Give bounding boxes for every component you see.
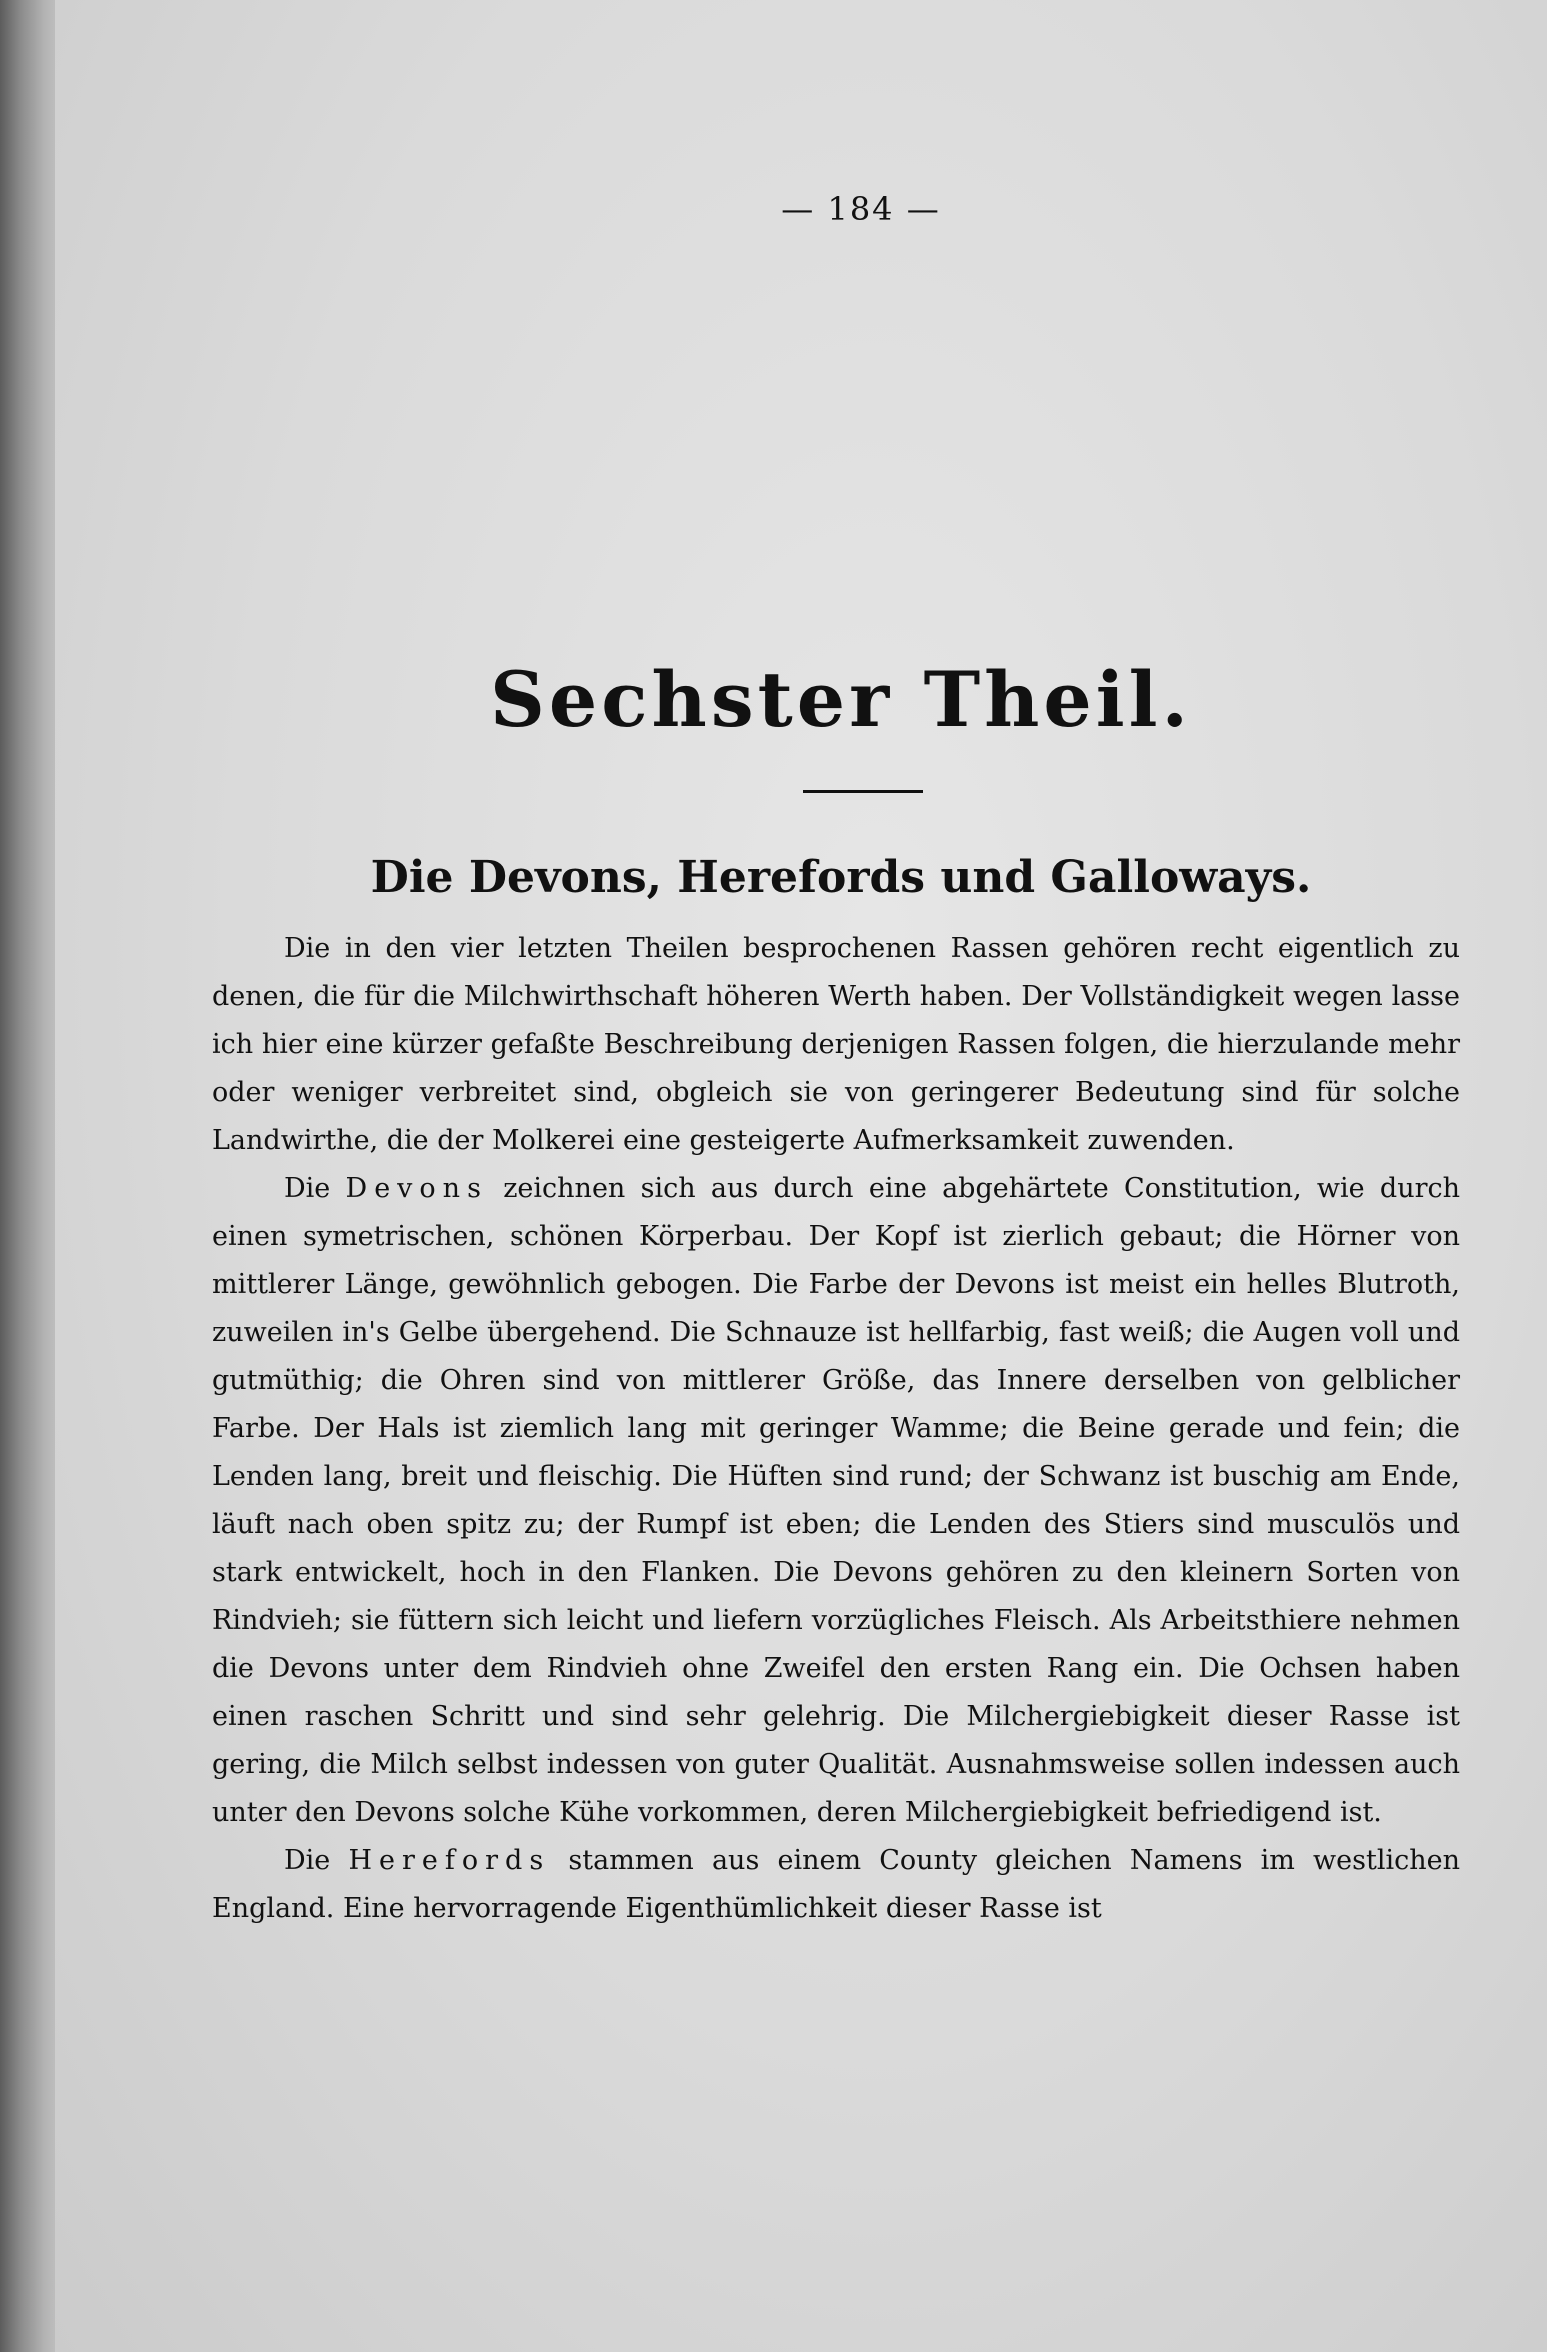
paragraph-herefords <box>212 1837 1460 1933</box>
paragraph-intro <box>212 925 1460 1165</box>
page-number: — 184 — <box>781 190 941 228</box>
body-text <box>212 925 1460 1933</box>
paragraph-text: zeichnen sich aus durch eine abgehärtete Constitution, wie durch einen symetrischen, schönen Körperbau. Der Kopf ist zierlich gebaut; die Hörner von mittlerer Länge, gewöhnlich gebogen. Die Farbe der Devons ist meist ein helles Blutroth, zuweilen in's Gelbe übergehend. Die Schnauze ist hellfarbig, fast weiß; die Augen voll und gutmüthig; die Ohren sind von mittlerer Größe, das Innere derselben von gelblicher Farbe. Der Hals ist ziemlich lang mit geringer Wamme; die Beine gerade und fein; die Lenden lang, breit und fleischig. Die Hüften sind rund; der Schwanz ist buschig am Ende, läuft nach oben spitz zu; der Rumpf ist eben; die Lenden des Stiers sind musculös und stark entwickelt, hoch in den Flanken. Die Devons gehören zu den kleinern Sorten von Rindvieh; sie füttern sich leicht und liefern vorzügliches Fleisch. Als Arbeitsthiere nehmen die Devons unter dem Rindvieh ohne Zweifel den ersten Rang ein. Die Ochsen haben einen raschen Schritt und sind sehr gelehrig. Die Milchergiebigkeit dieser Rasse ist gering, die Milch selbst indessen von guter Qualität. Ausnahmsweise sollen indessen auch unter den Devons solche Kühe vorkommen, deren Milchergiebigkeit befriedigend ist. <box>212 1173 1461 1828</box>
breed-name-devons: Devons <box>345 1173 488 1204</box>
paragraph-devons <box>212 1165 1460 1837</box>
paragraph-text: Die in den vier letzten Theilen besprochenen Rassen gehören recht eigentlich zu denen, die für die Milchwirthschaft höheren Werth haben. Der Vollständigkeit wegen lasse ich hier eine kürzer gefaßte Beschreibung derjenigen Rassen folgen, die hierzulande mehr oder weniger verbreitet sind, obgleich sie von geringerer Bedeutung sind für solche Landwirthe, die der Molkerei eine gesteigerte Aufmerksamkeit zuwenden. <box>212 933 1460 1156</box>
title-divider <box>803 790 923 793</box>
section-title: Die Devons, Herefords und Galloways. <box>370 852 1312 903</box>
paragraph-lead: Die <box>284 1845 349 1876</box>
paragraph-text: stammen aus einem County gleichen Namens im westlichen England. Eine hervorragende Eigenthümlichkeit dieser Rasse ist <box>212 1845 1461 1924</box>
paragraph-lead: Die <box>284 1173 346 1204</box>
part-title: Sechster Theil. <box>490 655 1192 744</box>
breed-name-herefords: Herefords <box>348 1845 551 1876</box>
